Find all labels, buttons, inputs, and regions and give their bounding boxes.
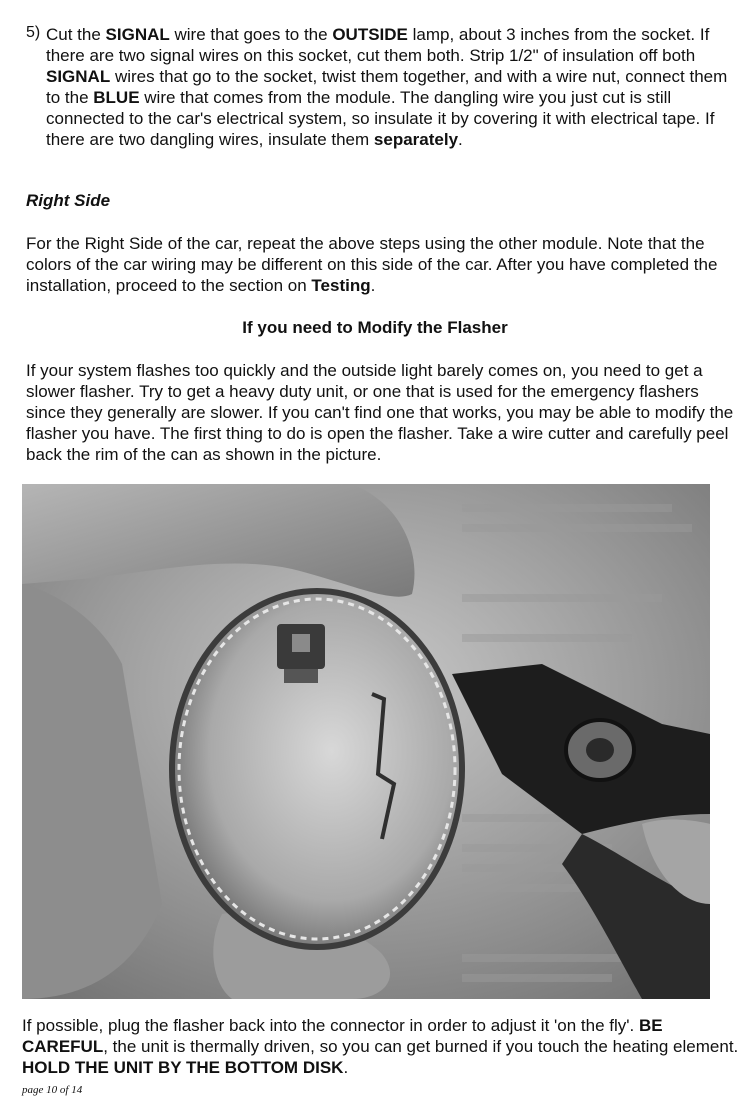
modify-paragraph: If your system flashes too quickly and the outside light barely comes on, you need to get a slower flasher. Try to get a heavy duty unit, or one that is used for the emergency flashers since they generally are slower. If you can't find one that works, you may be able to modify the flasher you have. The first thing to do is open the flasher. Take a wire cutter and carefully peel back the rim of the can as shown in the picture. — [26, 361, 734, 464]
step-number: 5) — [26, 24, 41, 41]
bold-outside: OUTSIDE — [332, 25, 408, 44]
page-number: page 10 of 14 — [22, 1084, 83, 1096]
text-run: If possible, plug the flasher back into the connector in order to adjust it 'on the fly'. — [22, 1016, 639, 1035]
text-run: wire that comes from the module. The dangling wire you just cut is still connected to the car's electrical system, so insulate it by covering it with electrical tape. If there are two dangling wires, insulate them — [46, 88, 715, 149]
flasher-photo-illustration — [22, 484, 710, 999]
step-5 — [26, 24, 738, 150]
bold-hold-unit: HOLD THE UNIT BY THE BOTTOM DISK — [22, 1058, 344, 1077]
text-run: wire that goes to the — [169, 25, 333, 44]
bold-signal: SIGNAL — [105, 25, 170, 44]
text-run: . — [370, 276, 376, 295]
flasher-photo — [22, 484, 710, 999]
text-run: wires that go to the socket, twist them together, and with a wire nut, connect them to the — [46, 67, 728, 107]
step-5-text — [46, 24, 738, 150]
bold-testing: Testing — [311, 276, 371, 295]
text-run: Cut the — [46, 25, 106, 44]
text-run: lamp, about 3 inches from the socket. If there are two signal wires on this socket, cut them both. Strip 1/2" of insulation off both — [46, 25, 710, 65]
text-run: For the Right Side of the car, repeat the above steps using the other module. Note that the colors of the car wiring may be different on this side of the car. After you have completed the installation, proceed to the section on — [26, 234, 718, 295]
text-run: . — [343, 1058, 349, 1077]
section-heading-modify-flasher: If you need to Modify the Flasher — [242, 318, 508, 337]
bold-signal-2: SIGNAL — [46, 67, 111, 86]
text-run: , the unit is thermally driven, so you can get burned if you touch the heating element. — [103, 1037, 739, 1056]
bold-blue: BLUE — [93, 88, 140, 107]
section-heading-right-side: Right Side — [26, 191, 111, 210]
bold-be-careful: BE CAREFUL — [22, 1016, 663, 1056]
bold-separately: separately — [373, 130, 459, 149]
text-run: . — [458, 130, 463, 149]
right-side-paragraph — [26, 233, 738, 296]
warning-paragraph — [22, 1015, 742, 1078]
